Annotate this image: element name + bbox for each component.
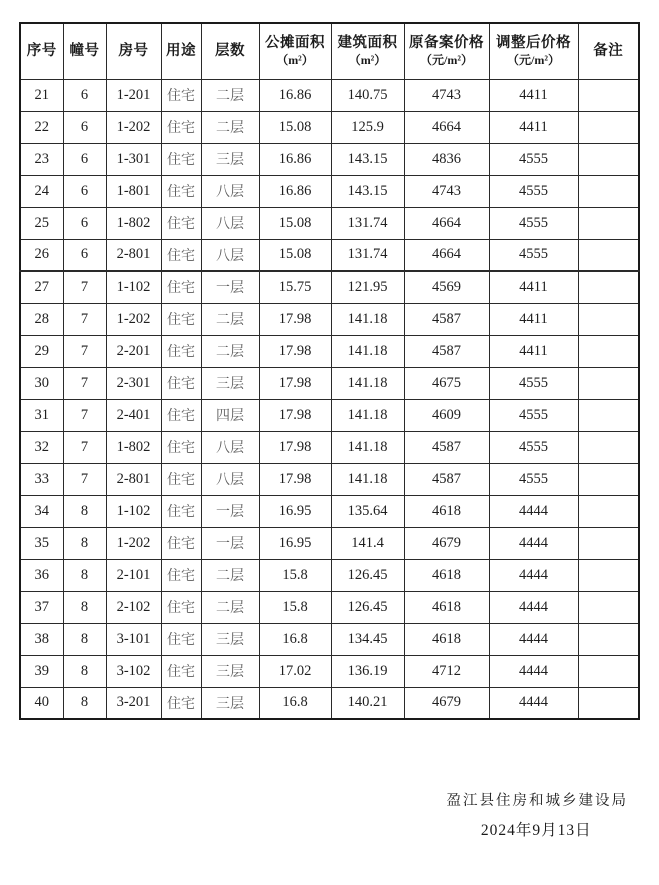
cell-usage: 住宅 [161, 79, 201, 111]
cell-usage: 住宅 [161, 687, 201, 719]
cell-remarks [578, 687, 639, 719]
cell-floor: 三层 [201, 655, 259, 687]
cell-usage: 住宅 [161, 367, 201, 399]
issuer-name: 盈江县住房和城乡建设局 [446, 793, 628, 809]
cell-building-area: 134.45 [331, 623, 404, 655]
cell-floor: 四层 [201, 399, 259, 431]
cell-original-price: 4618 [404, 623, 489, 655]
cell-building: 8 [63, 655, 106, 687]
cell-serial: 34 [20, 495, 63, 527]
cell-original-price: 4618 [404, 591, 489, 623]
cell-building: 7 [63, 431, 106, 463]
cell-remarks [578, 559, 639, 591]
cell-original-price: 4664 [404, 239, 489, 271]
cell-usage: 住宅 [161, 463, 201, 495]
cell-usage: 住宅 [161, 303, 201, 335]
cell-remarks [578, 143, 639, 175]
cell-original-price: 4675 [404, 367, 489, 399]
cell-remarks [578, 175, 639, 207]
col-header-label: 序号 [26, 42, 57, 59]
cell-building-area: 141.18 [331, 303, 404, 335]
table-row [20, 591, 639, 623]
cell-room: 1-201 [106, 79, 161, 111]
cell-floor: 八层 [201, 431, 259, 463]
cell-serial: 27 [20, 271, 63, 303]
cell-building: 7 [63, 271, 106, 303]
cell-building: 7 [63, 303, 106, 335]
col-header-serial [20, 23, 63, 79]
table-row [20, 303, 639, 335]
cell-floor: 二层 [201, 591, 259, 623]
cell-shared-area: 16.86 [259, 175, 331, 207]
cell-serial: 30 [20, 367, 63, 399]
cell-adjusted-price: 4411 [489, 303, 578, 335]
cell-floor: 一层 [201, 527, 259, 559]
cell-serial: 31 [20, 399, 63, 431]
cell-usage: 住宅 [161, 143, 201, 175]
cell-building: 8 [63, 591, 106, 623]
cell-remarks [578, 335, 639, 367]
table-row [20, 175, 639, 207]
cell-floor: 二层 [201, 111, 259, 143]
cell-building: 6 [63, 175, 106, 207]
cell-adjusted-price: 4555 [489, 431, 578, 463]
cell-building-area: 136.19 [331, 655, 404, 687]
cell-shared-area: 17.98 [259, 367, 331, 399]
cell-serial: 28 [20, 303, 63, 335]
cell-floor: 八层 [201, 175, 259, 207]
cell-original-price: 4743 [404, 79, 489, 111]
cell-room: 1-802 [106, 431, 161, 463]
cell-adjusted-price: 4555 [489, 207, 578, 239]
col-header-unit: （m²） [348, 53, 387, 68]
cell-building-area: 131.74 [331, 207, 404, 239]
cell-floor: 一层 [201, 495, 259, 527]
cell-adjusted-price: 4555 [489, 367, 578, 399]
cell-usage: 住宅 [161, 527, 201, 559]
col-header-label: 幢号 [69, 42, 100, 59]
cell-room: 2-201 [106, 335, 161, 367]
cell-room: 2-801 [106, 463, 161, 495]
cell-serial: 36 [20, 559, 63, 591]
cell-serial: 40 [20, 687, 63, 719]
cell-usage: 住宅 [161, 559, 201, 591]
cell-shared-area: 15.08 [259, 111, 331, 143]
cell-remarks [578, 495, 639, 527]
col-header-label: 备注 [593, 42, 624, 59]
cell-remarks [578, 431, 639, 463]
cell-building-area: 126.45 [331, 591, 404, 623]
col-header-floor [201, 23, 259, 79]
cell-original-price: 4679 [404, 527, 489, 559]
cell-room: 1-102 [106, 271, 161, 303]
cell-room: 1-202 [106, 527, 161, 559]
cell-room: 2-102 [106, 591, 161, 623]
table-row [20, 559, 639, 591]
cell-usage: 住宅 [161, 239, 201, 271]
cell-room: 3-102 [106, 655, 161, 687]
cell-building: 7 [63, 463, 106, 495]
cell-remarks [578, 207, 639, 239]
cell-adjusted-price: 4411 [489, 111, 578, 143]
cell-room: 2-301 [106, 367, 161, 399]
table-row [20, 143, 639, 175]
table-header-row [20, 23, 639, 79]
cell-room: 1-202 [106, 111, 161, 143]
cell-original-price: 4712 [404, 655, 489, 687]
cell-building-area: 140.21 [331, 687, 404, 719]
cell-building: 7 [63, 399, 106, 431]
cell-usage: 住宅 [161, 431, 201, 463]
cell-usage: 住宅 [161, 111, 201, 143]
cell-floor: 八层 [201, 207, 259, 239]
table-row [20, 239, 639, 271]
cell-building: 6 [63, 239, 106, 271]
cell-shared-area: 16.86 [259, 79, 331, 111]
cell-room: 1-802 [106, 207, 161, 239]
cell-shared-area: 17.98 [259, 399, 331, 431]
cell-usage: 住宅 [161, 591, 201, 623]
table-row [20, 207, 639, 239]
cell-remarks [578, 303, 639, 335]
table-row [20, 111, 639, 143]
cell-remarks [578, 367, 639, 399]
cell-original-price: 4664 [404, 111, 489, 143]
cell-adjusted-price: 4444 [489, 527, 578, 559]
cell-original-price: 4609 [404, 399, 489, 431]
cell-building: 8 [63, 527, 106, 559]
cell-serial: 26 [20, 239, 63, 271]
cell-building: 6 [63, 207, 106, 239]
cell-adjusted-price: 4444 [489, 495, 578, 527]
cell-remarks [578, 399, 639, 431]
cell-adjusted-price: 4444 [489, 591, 578, 623]
cell-usage: 住宅 [161, 623, 201, 655]
col-header-usage [161, 23, 201, 79]
cell-shared-area: 17.02 [259, 655, 331, 687]
cell-serial: 24 [20, 175, 63, 207]
cell-room: 2-801 [106, 239, 161, 271]
cell-shared-area: 15.08 [259, 207, 331, 239]
cell-serial: 22 [20, 111, 63, 143]
cell-room: 1-102 [106, 495, 161, 527]
cell-original-price: 4618 [404, 559, 489, 591]
cell-shared-area: 17.98 [259, 431, 331, 463]
cell-room: 3-101 [106, 623, 161, 655]
cell-adjusted-price: 4444 [489, 559, 578, 591]
cell-shared-area: 16.86 [259, 143, 331, 175]
cell-adjusted-price: 4555 [489, 239, 578, 271]
cell-remarks [578, 271, 639, 303]
cell-shared-area: 15.8 [259, 559, 331, 591]
cell-usage: 住宅 [161, 495, 201, 527]
cell-shared-area: 15.08 [259, 239, 331, 271]
cell-adjusted-price: 4555 [489, 143, 578, 175]
cell-original-price: 4679 [404, 687, 489, 719]
cell-shared-area: 16.8 [259, 687, 331, 719]
cell-adjusted-price: 4555 [489, 175, 578, 207]
cell-serial: 35 [20, 527, 63, 559]
table-row [20, 399, 639, 431]
cell-building: 6 [63, 143, 106, 175]
cell-building-area: 140.75 [331, 79, 404, 111]
cell-original-price: 4743 [404, 175, 489, 207]
cell-building: 8 [63, 559, 106, 591]
cell-room: 2-101 [106, 559, 161, 591]
col-header-label: 公摊面积 [265, 35, 325, 52]
cell-building-area: 141.4 [331, 527, 404, 559]
cell-floor: 二层 [201, 79, 259, 111]
cell-original-price: 4587 [404, 335, 489, 367]
cell-original-price: 4569 [404, 271, 489, 303]
cell-building-area: 141.18 [331, 431, 404, 463]
cell-original-price: 4587 [404, 303, 489, 335]
cell-building: 8 [63, 623, 106, 655]
cell-adjusted-price: 4444 [489, 623, 578, 655]
table-row [20, 271, 639, 303]
col-header-adjusted-price [489, 23, 578, 79]
cell-shared-area: 17.98 [259, 335, 331, 367]
table-row [20, 335, 639, 367]
cell-remarks [578, 79, 639, 111]
cell-building: 8 [63, 687, 106, 719]
cell-floor: 三层 [201, 623, 259, 655]
cell-building-area: 141.18 [331, 367, 404, 399]
col-header-shared-area [259, 23, 331, 79]
table-row [20, 623, 639, 655]
cell-building-area: 141.18 [331, 399, 404, 431]
cell-room: 1-301 [106, 143, 161, 175]
cell-shared-area: 17.98 [259, 303, 331, 335]
cell-remarks [578, 655, 639, 687]
cell-building: 7 [63, 367, 106, 399]
cell-floor: 八层 [201, 239, 259, 271]
cell-building-area: 121.95 [331, 271, 404, 303]
cell-original-price: 4664 [404, 207, 489, 239]
cell-building: 6 [63, 111, 106, 143]
issue-date: 2024年9月13日 [480, 822, 592, 839]
cell-serial: 38 [20, 623, 63, 655]
col-header-label: 调整后价格 [496, 35, 571, 52]
cell-building-area: 141.18 [331, 335, 404, 367]
cell-building-area: 143.15 [331, 143, 404, 175]
table-row [20, 431, 639, 463]
cell-building-area: 135.64 [331, 495, 404, 527]
cell-original-price: 4587 [404, 431, 489, 463]
col-header-remarks [578, 23, 639, 79]
cell-serial: 21 [20, 79, 63, 111]
table-row [20, 495, 639, 527]
col-header-original-price [404, 23, 489, 79]
col-header-unit: （元/m²） [507, 53, 560, 68]
cell-floor: 八层 [201, 463, 259, 495]
col-header-label: 房号 [118, 42, 149, 59]
table-row [20, 367, 639, 399]
cell-building-area: 125.9 [331, 111, 404, 143]
cell-shared-area: 16.95 [259, 495, 331, 527]
cell-shared-area: 16.95 [259, 527, 331, 559]
cell-floor: 三层 [201, 143, 259, 175]
cell-serial: 23 [20, 143, 63, 175]
table-row [20, 527, 639, 559]
col-header-label: 建筑面积 [337, 35, 398, 52]
cell-usage: 住宅 [161, 175, 201, 207]
col-header-room [106, 23, 161, 79]
cell-adjusted-price: 4555 [489, 399, 578, 431]
cell-building-area: 141.18 [331, 463, 404, 495]
cell-floor: 二层 [201, 335, 259, 367]
cell-serial: 33 [20, 463, 63, 495]
cell-building-area: 143.15 [331, 175, 404, 207]
cell-building-area: 126.45 [331, 559, 404, 591]
cell-floor: 三层 [201, 367, 259, 399]
cell-remarks [578, 239, 639, 271]
cell-shared-area: 17.98 [259, 463, 331, 495]
cell-floor: 三层 [201, 687, 259, 719]
cell-building: 8 [63, 495, 106, 527]
col-header-unit: （m²） [276, 53, 314, 68]
cell-building: 6 [63, 79, 106, 111]
cell-adjusted-price: 4411 [489, 271, 578, 303]
cell-original-price: 4836 [404, 143, 489, 175]
cell-remarks [578, 591, 639, 623]
col-header-building [63, 23, 106, 79]
col-header-unit: （元/m²） [420, 53, 473, 68]
cell-serial: 37 [20, 591, 63, 623]
table-row [20, 463, 639, 495]
cell-original-price: 4587 [404, 463, 489, 495]
cell-floor: 二层 [201, 303, 259, 335]
cell-usage: 住宅 [161, 335, 201, 367]
cell-remarks [578, 111, 639, 143]
cell-shared-area: 16.8 [259, 623, 331, 655]
cell-adjusted-price: 4444 [489, 687, 578, 719]
cell-shared-area: 15.8 [259, 591, 331, 623]
cell-usage: 住宅 [161, 207, 201, 239]
cell-remarks [578, 623, 639, 655]
cell-adjusted-price: 4444 [489, 655, 578, 687]
table-row [20, 79, 639, 111]
cell-room: 1-801 [106, 175, 161, 207]
cell-adjusted-price: 4555 [489, 463, 578, 495]
cell-serial: 25 [20, 207, 63, 239]
cell-usage: 住宅 [161, 655, 201, 687]
col-header-building-area [331, 23, 404, 79]
cell-floor: 二层 [201, 559, 259, 591]
cell-remarks [578, 527, 639, 559]
cell-serial: 32 [20, 431, 63, 463]
col-header-label: 原备案价格 [409, 35, 484, 52]
table-row [20, 687, 639, 719]
cell-room: 1-202 [106, 303, 161, 335]
cell-room: 3-201 [106, 687, 161, 719]
cell-serial: 39 [20, 655, 63, 687]
signature-block [447, 786, 627, 846]
cell-usage: 住宅 [161, 271, 201, 303]
col-header-label: 用途 [166, 42, 196, 59]
cell-building-area: 131.74 [331, 239, 404, 271]
housing-price-table [19, 22, 640, 720]
cell-remarks [578, 463, 639, 495]
cell-original-price: 4618 [404, 495, 489, 527]
cell-room: 2-401 [106, 399, 161, 431]
table-row [20, 655, 639, 687]
cell-building: 7 [63, 335, 106, 367]
cell-floor: 一层 [201, 271, 259, 303]
cell-adjusted-price: 4411 [489, 79, 578, 111]
cell-shared-area: 15.75 [259, 271, 331, 303]
cell-serial: 29 [20, 335, 63, 367]
cell-usage: 住宅 [161, 399, 201, 431]
table-body [20, 79, 639, 719]
cell-adjusted-price: 4411 [489, 335, 578, 367]
col-header-label: 层数 [215, 42, 245, 59]
